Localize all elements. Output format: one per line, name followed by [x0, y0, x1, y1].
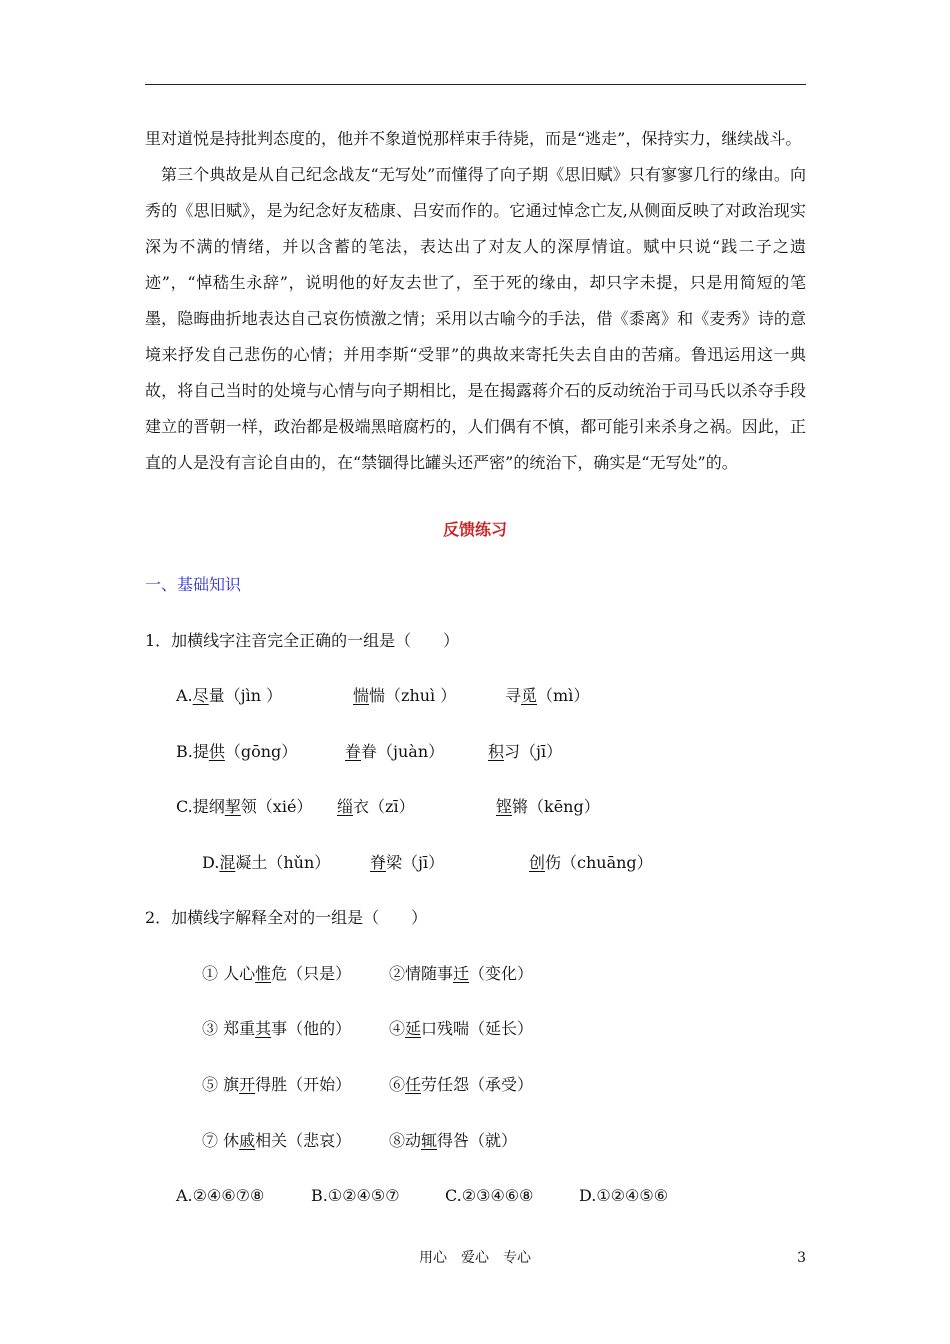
q1-option-d: D.混凝土（hǔn） [202, 853, 331, 872]
q2-item-4: ④延口残喘（延长） [389, 1019, 534, 1038]
q2-answer-c: C.②③④⑥⑧ [445, 1186, 534, 1205]
q2-answer-d: D.①②④⑤⑥ [579, 1186, 669, 1205]
passage [145, 121, 806, 481]
question-1-stem: 1．加横线字注音完全正确的一组是（ ） [145, 631, 460, 650]
q2-item-1: ① 人心惟危（只是） [202, 964, 352, 983]
question-2-stem: 2．加横线字解释全对的一组是（ ） [145, 908, 428, 927]
passage-line-1: 里对道悦是持批判态度的，他并不象道悦那样束手待毙，而是“逃走”，保持实力，继续战斗。 [145, 129, 802, 148]
q1-option-a: A.尽量（jìn ） [176, 686, 283, 705]
q1-option-c: C.提纲挈领（xié） [176, 797, 313, 816]
q2-answer-a: A.②④⑥⑦⑧ [176, 1186, 265, 1205]
q1-option-a-item-2: 惴惴（zhuì ） [353, 686, 457, 705]
q2-item-5: ⑤ 旗开得胜（开始） [202, 1075, 352, 1094]
q1-option-b-item-3: 积习（jī） [488, 742, 563, 761]
q1-option-a-item-3: 寻觅（mì） [505, 686, 590, 705]
q1-option-c-item-2: 缁衣（zī） [337, 797, 415, 816]
passage-paragraph-2: 第三个典故是从自己纪念战友“无写处”而懂得了向子期《思旧赋》只有寥寥几行的缘由。向秀的《思旧赋》，是为纪念好友嵇康、吕安而作的。它通过悼念亡友,从侧面反映了对政治现实深为不满的情绪，并以含蓄的笔法，表达出了对友人的深厚情谊。赋中只说“践二子之遗迹”，“悼嵇生永辞”，说明他的好友去世了，至于死的缘由，却只字未提，只是用简短的笔墨，隐晦曲折地表达自己哀伤愤激之情；采用以古喻今的手法，借《黍离》和《麦秀》诗的意境来抒发自己悲伤的心情；并用李斯“受罪”的典故来寄托失去自由的苦痛。鲁迅运用这一典故，将自己当时的处境与心情与向子期相比，是在揭露蒋介石的反动统治于司马氏以杀夺手段建立的晋朝一样，政治都是极端黑暗腐朽的，人们偶有不慎，都可能引来杀身之祸。因此，正直的人是没有言论自由的，在“禁锢得比罐头还严密”的统治下，确实是“无写处”的。 [145, 165, 806, 472]
q1-option-d-item-3: 创伤（chuāng） [529, 853, 653, 872]
subsection-title: 一、基础知识 [145, 575, 242, 594]
q2-item-7: ⑦ 休戚相关（悲哀） [202, 1131, 352, 1150]
q2-answer-b: B.①②④⑤⑦ [311, 1186, 400, 1205]
q2-item-2: ②情随事迁（变化） [389, 964, 534, 983]
header-rule [145, 84, 806, 85]
q2-item-8: ⑧动辄得咎（就） [389, 1131, 518, 1150]
q1-option-c-item-3: 铿锵（kēng） [496, 797, 600, 816]
q1-option-b-item-2: 眷眷（juàn） [345, 742, 445, 761]
q1-option-d-item-2: 脊梁（jī） [370, 853, 445, 872]
footer-motto: 用心 爱心 专心 [419, 1250, 531, 1266]
q2-item-3: ③ 郑重其事（他的） [202, 1019, 352, 1038]
q1-option-b: B.提供（gōng） [176, 742, 298, 761]
section-title: 反馈练习 [442, 520, 507, 539]
q2-item-6: ⑥任劳任怨（承受） [389, 1075, 534, 1094]
page-number: 3 [797, 1250, 806, 1266]
